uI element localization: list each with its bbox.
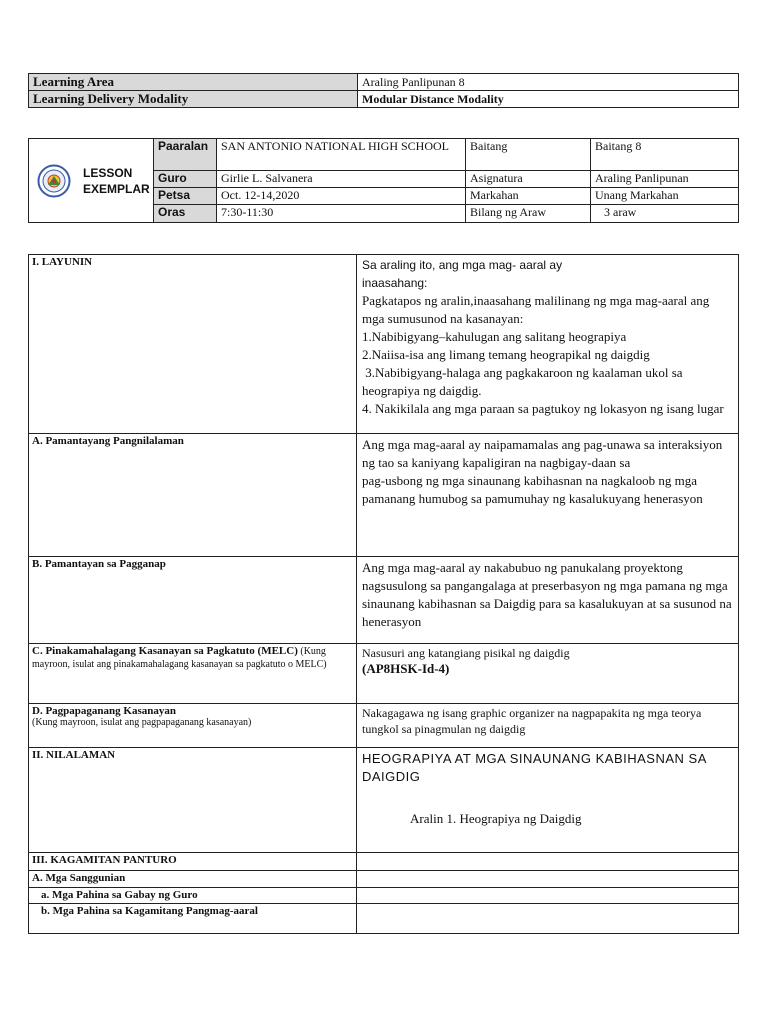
learning-area-value: Araling Panlipunan 8 bbox=[358, 74, 739, 91]
exemplar-header-cell bbox=[29, 139, 154, 223]
layunin-line-2: inaasahang: bbox=[362, 276, 428, 290]
layunin-content bbox=[357, 255, 739, 434]
markahan-label: Markahan bbox=[466, 188, 591, 205]
pagganap-label: B. Pamantayan sa Pagganap bbox=[32, 558, 166, 570]
kagamitan-label: III. KAGAMITAN PANTURO bbox=[32, 854, 177, 866]
pamantayang-content bbox=[357, 434, 739, 557]
layunin-line-1: Sa araling ito, ang mga mag- aaral ay bbox=[362, 258, 563, 272]
layunin-label-cell bbox=[29, 255, 357, 434]
asignatura-label: Asignatura bbox=[466, 171, 591, 188]
sanggunian-content bbox=[357, 871, 739, 888]
pagganap-label-cell bbox=[29, 557, 357, 644]
nilalaman-label: II. NILALAMAN bbox=[32, 749, 116, 761]
lesson-title-line2: EXEMPLAR bbox=[83, 181, 150, 196]
baitang-label: Baitang bbox=[466, 139, 591, 171]
gabay-label-cell bbox=[29, 888, 357, 904]
layunin-line-7: 4. Nakikilala ang mga paraan sa pagtukoy ng lokasyon ng isang lugar bbox=[362, 401, 724, 416]
lesson-title-line1: LESSON bbox=[83, 165, 133, 180]
lesson-exemplar-table bbox=[28, 138, 739, 223]
pagpapaganang-label-cell bbox=[29, 704, 357, 748]
kagamitan-label-cell bbox=[29, 853, 357, 871]
petsa-label: Petsa bbox=[154, 188, 217, 205]
kagamitan-content bbox=[357, 853, 739, 871]
sanggunian-label: A. Mga Sanggunian bbox=[32, 872, 126, 884]
paaralan-value: SAN ANTONIO NATIONAL HIGH SCHOOL bbox=[217, 139, 466, 171]
pagpapaganang-text: Nakagagawa ng isang graphic organizer na nagpapakita ng mga teorya tungkol sa pinagmulan ng daigdig bbox=[362, 706, 702, 736]
layunin-line-3: Pagkatapos ng aralin,inaasahang malilinang ng mga mag-aaral ang mga sumusunod na kasanayan: bbox=[362, 293, 710, 326]
melc-label-cell bbox=[29, 644, 357, 704]
nilalaman-aralin: Aralin 1. Heograpiya ng Daigdig bbox=[410, 811, 582, 826]
bilang-araw-value: 3 araw bbox=[591, 205, 739, 223]
kagamitang-label: b. Mga Pahina sa Kagamitang Pangmag-aaral bbox=[41, 905, 258, 917]
paaralan-label: Paaralan bbox=[154, 139, 217, 171]
layunin-line-6: 3.Nabibigyang-halaga ang pagkakaroon ng kaalaman ukol sa heograpiya ng daigdig. bbox=[362, 365, 686, 398]
pamantayang-line-1: Ang mga mag-aaral ay naipamamalas ang pag-unawa sa interaksiyon ng tao sa kaniyang kapaligiran na nagbigay-daan sa bbox=[362, 437, 723, 470]
asignatura-value: Araling Panlipunan bbox=[591, 171, 739, 188]
oras-value: 7:30-11:30 bbox=[217, 205, 466, 223]
pamantayang-line-2: pag-usbong ng mga sinaunang kabihasnan na nagkaloob ng mga pamanang humubog sa pamumuhay ng kasalukuyang henerasyon bbox=[362, 473, 703, 506]
petsa-value: Oct. 12-14,2020 bbox=[217, 188, 466, 205]
sanggunian-label-cell bbox=[29, 871, 357, 888]
melc-content bbox=[357, 644, 739, 704]
nilalaman-content bbox=[357, 748, 739, 853]
kagamitang-label-cell bbox=[29, 904, 357, 934]
melc-note: (Kung mayroon, isulat ang pinakamahalagang kasanayan sa pagkatuto o MELC) bbox=[32, 646, 327, 670]
melc-label: C. Pinakamahalagang Kasanayan sa Pagkatuto (MELC) bbox=[32, 645, 298, 657]
pagganap-text: Ang mga mag-aaral ay nakabubuo ng panukalang proyektong nagsusulong sa pangangalaga at preserbasyon ng mga pamana ng mga sinaunang kabihasnan sa Daigdig para sa kasalukuyan at sa susunod na henerasyon bbox=[362, 560, 732, 629]
pamantayang-label-cell bbox=[29, 434, 357, 557]
pamantayang-label: A. Pamantayang Pangnilalaman bbox=[32, 435, 184, 447]
pagganap-content bbox=[357, 557, 739, 644]
markahan-value: Unang Markahan bbox=[591, 188, 739, 205]
pagpapaganang-note: (Kung mayroon, isulat ang pagpapaganang kasanayan) bbox=[32, 717, 252, 728]
gabay-content bbox=[357, 888, 739, 904]
kagamitang-content bbox=[357, 904, 739, 934]
modality-label: Learning Delivery Modality bbox=[29, 91, 358, 108]
nilalaman-title: HEOGRAPIYA AT MGA SINAUNANG KABIHASNAN SA DAIGDIG bbox=[362, 751, 707, 784]
melc-code: (AP8HSK-Id-4) bbox=[362, 661, 450, 676]
gabay-label: a. Mga Pahina sa Gabay ng Guro bbox=[41, 889, 198, 901]
learning-area-label: Learning Area bbox=[29, 74, 358, 91]
pagpapaganang-label: D. Pagpapaganang Kasanayan bbox=[32, 705, 176, 717]
layunin-line-5: 2.Naiisa-isa ang limang temang heograpikal ng daigdig bbox=[362, 347, 650, 362]
guro-label: Guro bbox=[154, 171, 217, 188]
modality-value: Modular Distance Modality bbox=[358, 91, 739, 108]
lesson-plan-table bbox=[28, 254, 739, 934]
oras-label: Oras bbox=[154, 205, 217, 223]
layunin-line-4: 1.Nabibigyang–kahulugan ang salitang heograpiya bbox=[362, 329, 627, 344]
baitang-value: Baitang 8 bbox=[591, 139, 739, 171]
bilang-araw-label: Bilang ng Araw bbox=[466, 205, 591, 223]
nilalaman-label-cell bbox=[29, 748, 357, 853]
melc-text: Nasusuri ang katangiang pisikal ng daigdig bbox=[362, 646, 570, 660]
deped-seal-icon bbox=[37, 164, 71, 198]
layunin-label: I. LAYUNIN bbox=[32, 256, 93, 268]
guro-value: Girlie L. Salvanera bbox=[217, 171, 466, 188]
learning-area-table bbox=[28, 73, 739, 108]
pagpapaganang-content bbox=[357, 704, 739, 748]
